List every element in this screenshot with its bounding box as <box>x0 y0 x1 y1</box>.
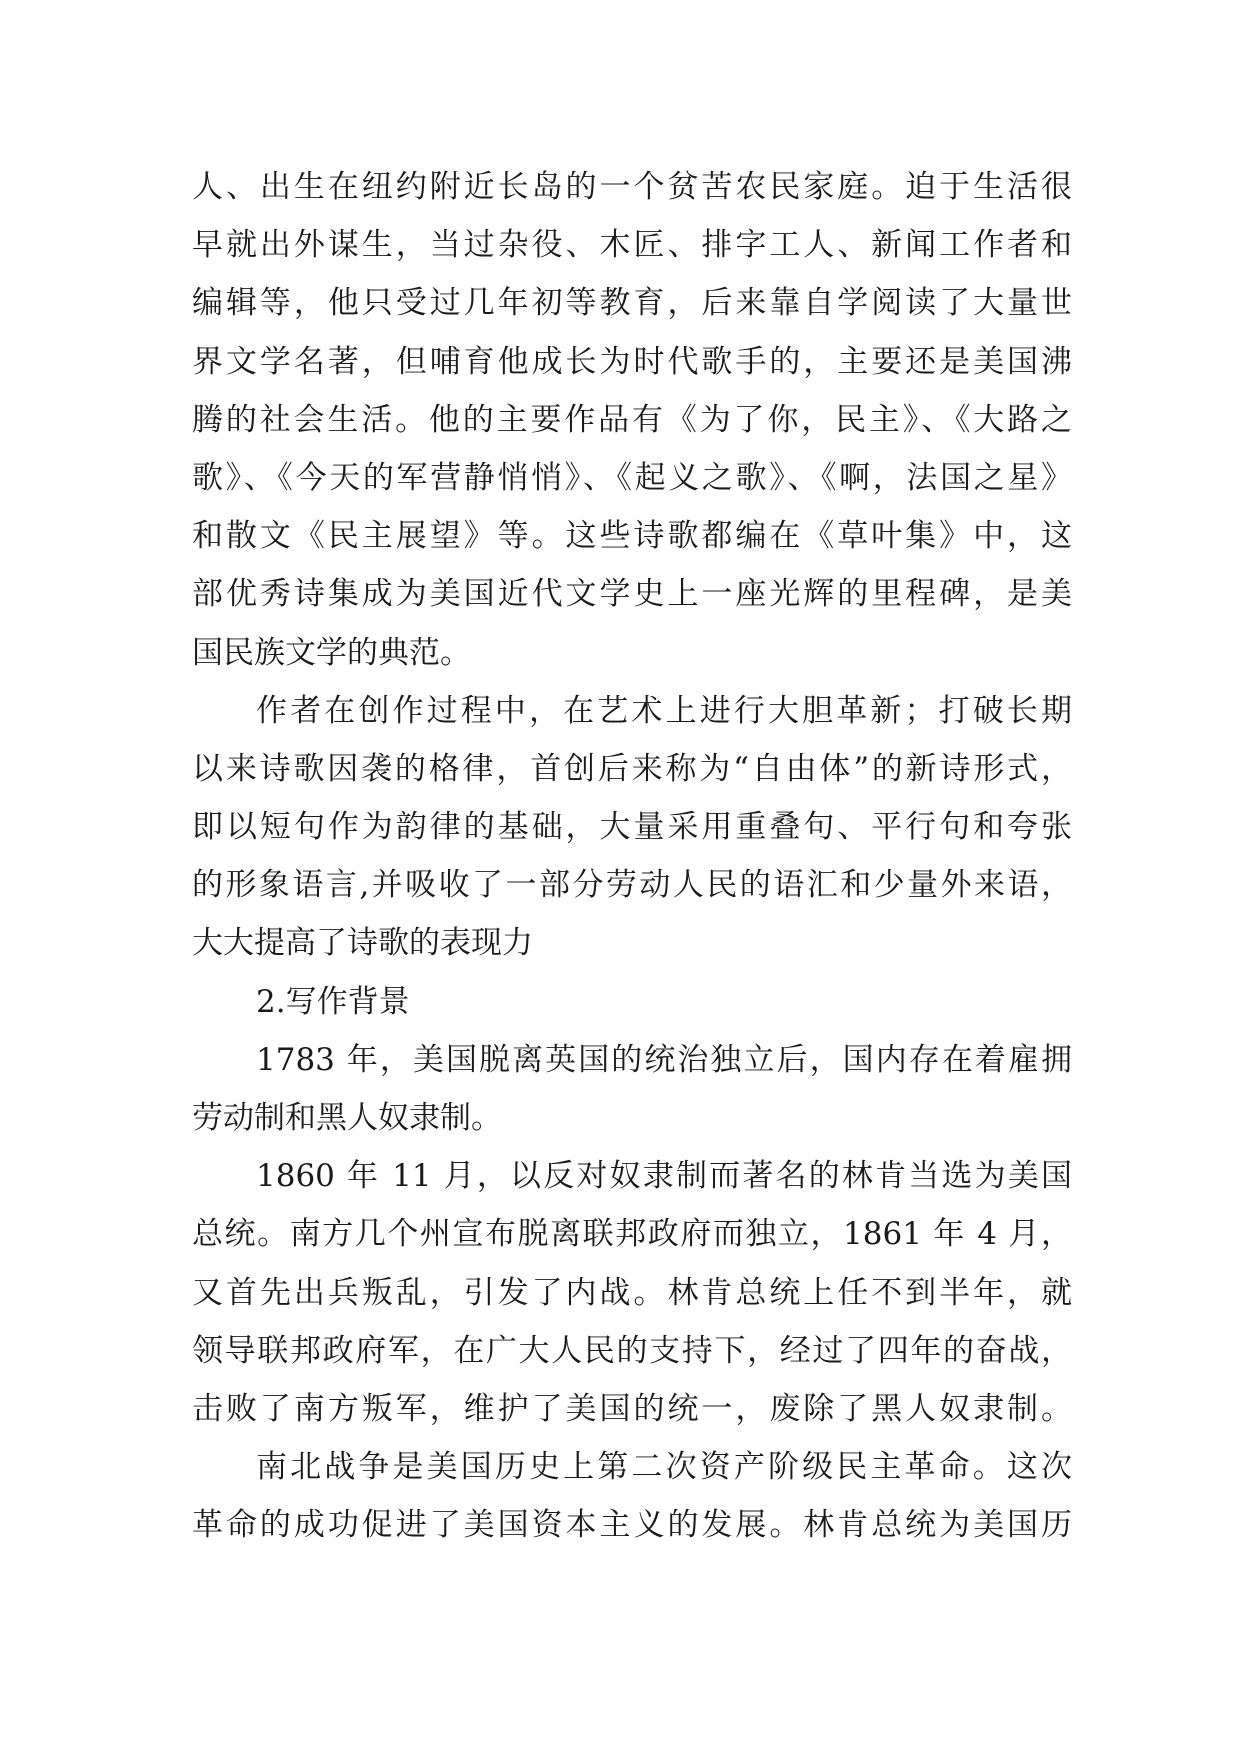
text-line: 界文学名著，但哺育他成长为时代歌手的，主要还是美国沸 <box>192 343 1072 380</box>
paragraph-start-line: 1860 年 11 月，以反对奴隶制而著名的林肯当选为美国 <box>256 1158 1072 1195</box>
text-line: 早就出外谋生，当过杂役、木匠、排字工人、新闻工作者和 <box>192 227 1072 264</box>
text-line: 以来诗歌因袭的格律，首创后来称为“自由体”的新诗形式， <box>192 750 1072 787</box>
text-line: 的形象语言,并吸收了一部分劳动人民的语汇和少量外来语， <box>192 867 1072 904</box>
text-line: 即以短句作为韵律的基础，大量采用重叠句、平行句和夸张 <box>192 809 1072 846</box>
section-heading: 2.写作背景 <box>256 983 410 1020</box>
text-line: 又首先出兵叛乱，引发了内战。林肯总统上任不到半年，就 <box>192 1274 1072 1311</box>
text-line: 人、出生在纽约附近长岛的一个贫苦农民家庭。迫于生活很 <box>192 169 1072 205</box>
text-line: 领导联邦政府军，在广大人民的支持下，经过了四年的奋战， <box>192 1332 1072 1369</box>
text-line: 编辑等，他只受过几年初等教育，后来靠自学阅读了大量世 <box>192 285 1072 322</box>
text-line: 国民族文学的典范。 <box>192 634 471 671</box>
paragraph-start-line: 南北战争是美国历史上第二次资产阶级民主革命。这次 <box>256 1449 1072 1486</box>
text-line: 腾的社会生活。他的主要作品有《为了你，民主》、《大路之 <box>192 401 1072 438</box>
text-line: 劳动制和黑人奴隶制。 <box>192 1100 502 1136</box>
text-line: 击败了南方叛军，维护了美国的统一，废除了黑人奴隶制。 <box>192 1390 1072 1427</box>
text-line: 歌》、《今天的军营静悄悄》、《起义之歌》、《啊，法国之星》 <box>192 459 1072 496</box>
document-page <box>192 158 1072 1555</box>
paragraph-start-line: 作者在创作过程中，在艺术上进行大胆革新；打破长期 <box>256 692 1072 729</box>
paragraph-start-line: 1783 年，美国脱离英国的统治独立后，国内存在着雇拥 <box>256 1041 1072 1078</box>
text-line: 和散文《民主展望》等。这些诗歌都编在《草叶集》中，这 <box>192 518 1072 555</box>
text-line: 大大提高了诗歌的表现力 <box>192 925 533 962</box>
text-line: 部优秀诗集成为美国近代文学史上一座光辉的里程碑，是美 <box>192 576 1072 613</box>
text-line: 总统。南方几个州宣布脱离联邦政府而独立，1861 年 4 月， <box>192 1216 1072 1253</box>
text-line: 革命的成功促进了美国资本主义的发展。林肯总统为美国历 <box>192 1507 1072 1544</box>
